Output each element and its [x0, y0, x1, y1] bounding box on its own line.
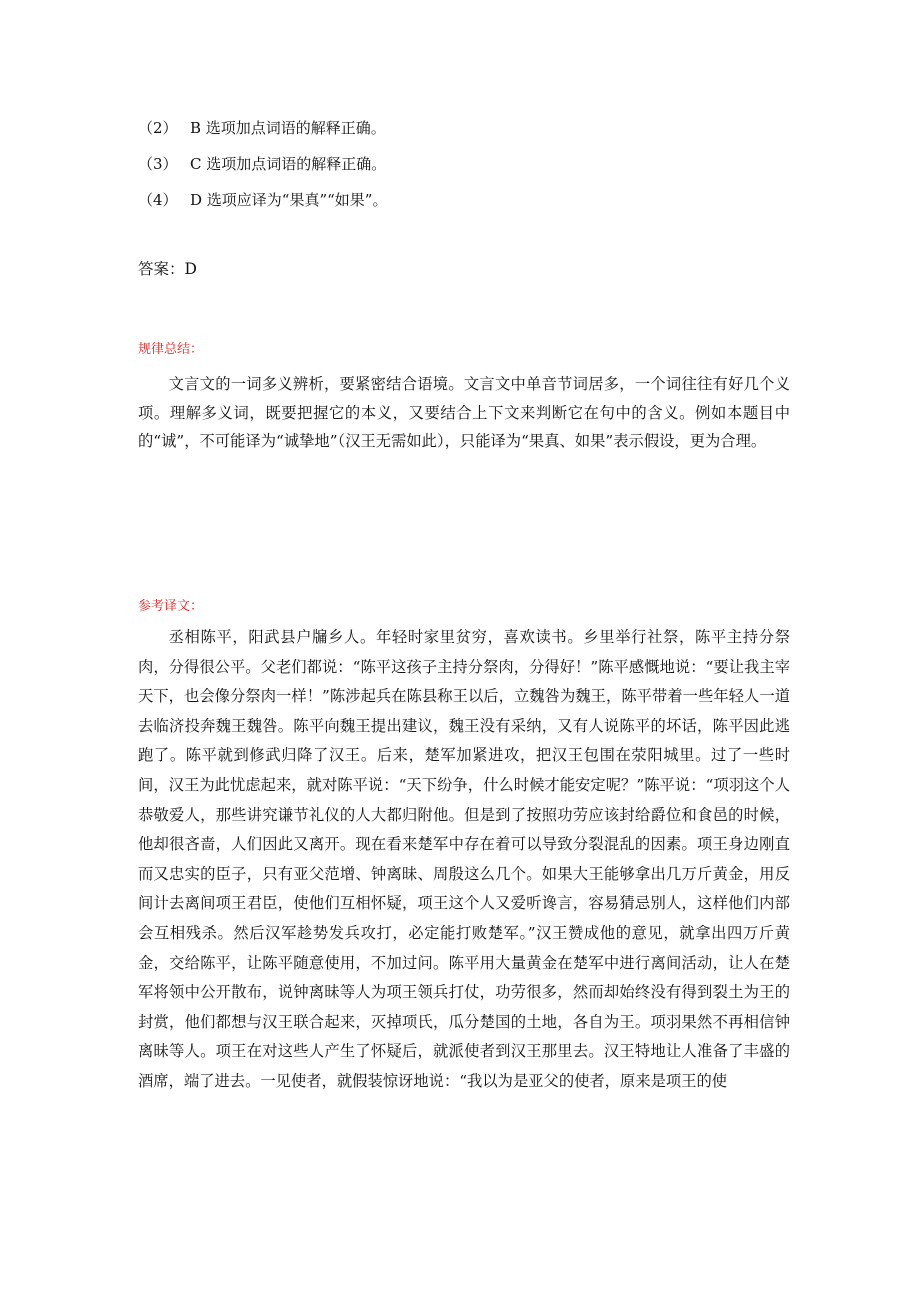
answer-line: 答案：D — [138, 260, 197, 278]
item-text: C 选项加点词语的解释正确。 — [190, 155, 387, 173]
item-number: （4） — [138, 191, 178, 209]
item-number: （3） — [138, 155, 178, 173]
item-text: B 选项加点词语的解释正确。 — [190, 119, 386, 137]
list-item — [138, 118, 386, 138]
list-item — [138, 154, 386, 174]
item-text: D 选项应译为“果真”“如果”。 — [190, 191, 388, 209]
summary-heading: 规律总结： — [138, 342, 204, 357]
item-number: （2） — [138, 119, 178, 137]
list-item — [138, 190, 387, 210]
summary-paragraph: 文言文的一词多义辨析，要紧密结合语境。文言文中单音节词居多，一个词往往有好几个义项。理解多义词，既要把握它的本义，又要结合上下文来判断它在句中的含义。例如本题目中的“诚”，不可能译为“诚挚地”（汉王无需如此），只能译为“果真、如果”表示假设，更为合理。 — [138, 375, 790, 450]
translation-heading: 参考译文： — [138, 599, 204, 614]
translation-paragraph: 丞相陈平，阳武县户牖乡人。年轻时家里贫穷，喜欢读书。乡里举行社祭，陈平主持分祭肉，分得很公平。父老们都说：“陈平这孩子主持分祭肉，分得好！”陈平感慨地说：“要让我主宰天下，也会像分祭肉一样！”陈涉起兵在陈县称王以后，立魏咎为魏王，陈平带着一些年轻人一道去临济投奔魏王魏咎。陈平向魏王提出建议，魏王没有采纳，又有人说陈平的坏话，陈平因此逃跑了。陈平就到修武归降了汉王。后来，楚军加紧进攻，把汉王包围在荥阳城里。过了一些时间，汉王为此忧虑起来，就对陈平说：“天下纷争，什么时候才能安定呢？”陈平说：“项羽这个人恭敬爱人，那些讲究谦节礼仪的人大都归附他。但是到了按照功劳应该封给爵位和食邑的时候，他却很吝啬，人们因此又离开。现在看来楚军中存在着可以导致分裂混乱的因素。项王身边刚直而又忠实的臣子，只有亚父范增、钟离昧、周殷这么几个。如果大王能够拿出几万斤黄金，用反间计去离间项王君臣，使他们互相怀疑，项王这个人又爱听谗言，容易猜忌别人，这样他们内部会互相残杀。然后汉军趁势发兵攻打，必定能打败楚军。”汉王赞成他的意见，就拿出四万斤黄金，交给陈平，让陈平随意使用，不加过问。陈平用大量黄金在楚军中进行离间活动，让人在楚军将领中公开散布，说钟离昧等人为项王领兵打仗，功劳很多，然而却始终没有得到裂土为王的封赏，他们都想与汉王联合起来，灭掉项氏，瓜分楚国的土地，各自为王。项羽果然不再相信钟离昧等人。项王在对这些人产生了怀疑后，就派使者到汉王那里去。汉王特地让人准备了丰盛的酒席，端了进去。一见使者，就假装惊讶地说：“我以为是亚父的使者，原来是项王的使 — [138, 628, 790, 1090]
